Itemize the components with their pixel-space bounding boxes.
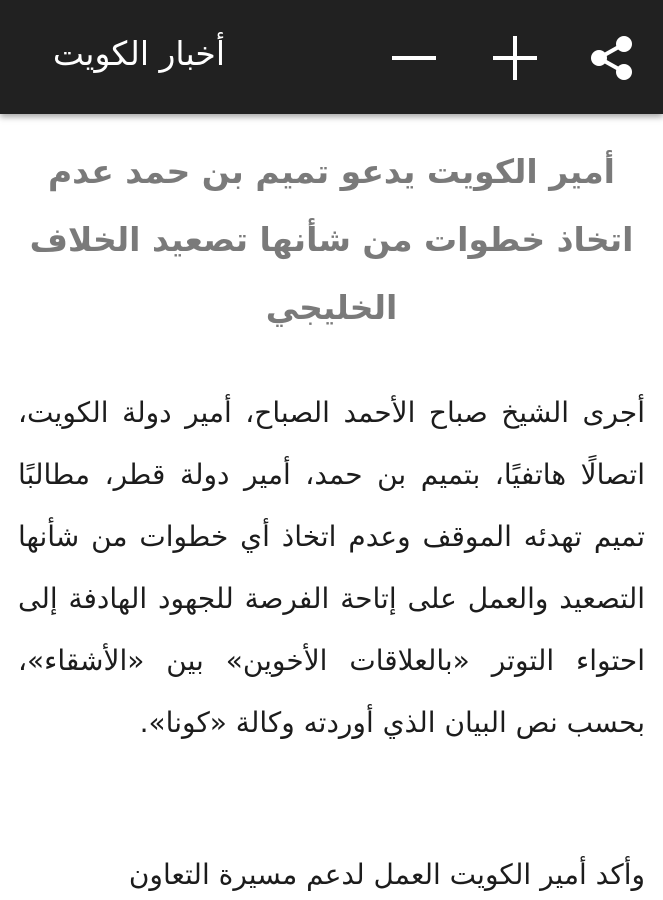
minus-icon: [388, 32, 440, 84]
share-icon: [587, 33, 637, 83]
app-bar: [0, 0, 663, 114]
zoom-in-button[interactable]: [484, 27, 546, 89]
share-button[interactable]: [581, 27, 643, 89]
article-paragraph: أجرى الشيخ صباح الأحمد الصباح، أمير دولة الكويت، اتصالًا هاتفيًا، بتميم بن حمد، أمير دولة قطر، مطالبًا تميم تهدئه الموقف وعدم اتخاذ أي خطوات من شأنها التصعيد والعمل على إتاحة الفرصة للجهود الهادفة إلى احتواء التوتر «بالعلاقات الأخوين» بين «الأشقاء»، بحسب نص البيان الذي أوردته وكالة «كونا».: [18, 396, 645, 739]
article-headline: أمير الكويت يدعو تميم بن حمد عدم اتخاذ خطوات من شأنها تصعيد الخلاف الخليجي: [29, 152, 634, 327]
article-paragraph: وأكد أمير الكويت العمل لدعم مسيرة التعاون: [128, 858, 645, 891]
plus-icon: [489, 32, 541, 84]
app-title: أخبار الكويت: [52, 34, 225, 73]
article-content[interactable]: [0, 114, 663, 900]
zoom-out-button[interactable]: [383, 27, 445, 89]
